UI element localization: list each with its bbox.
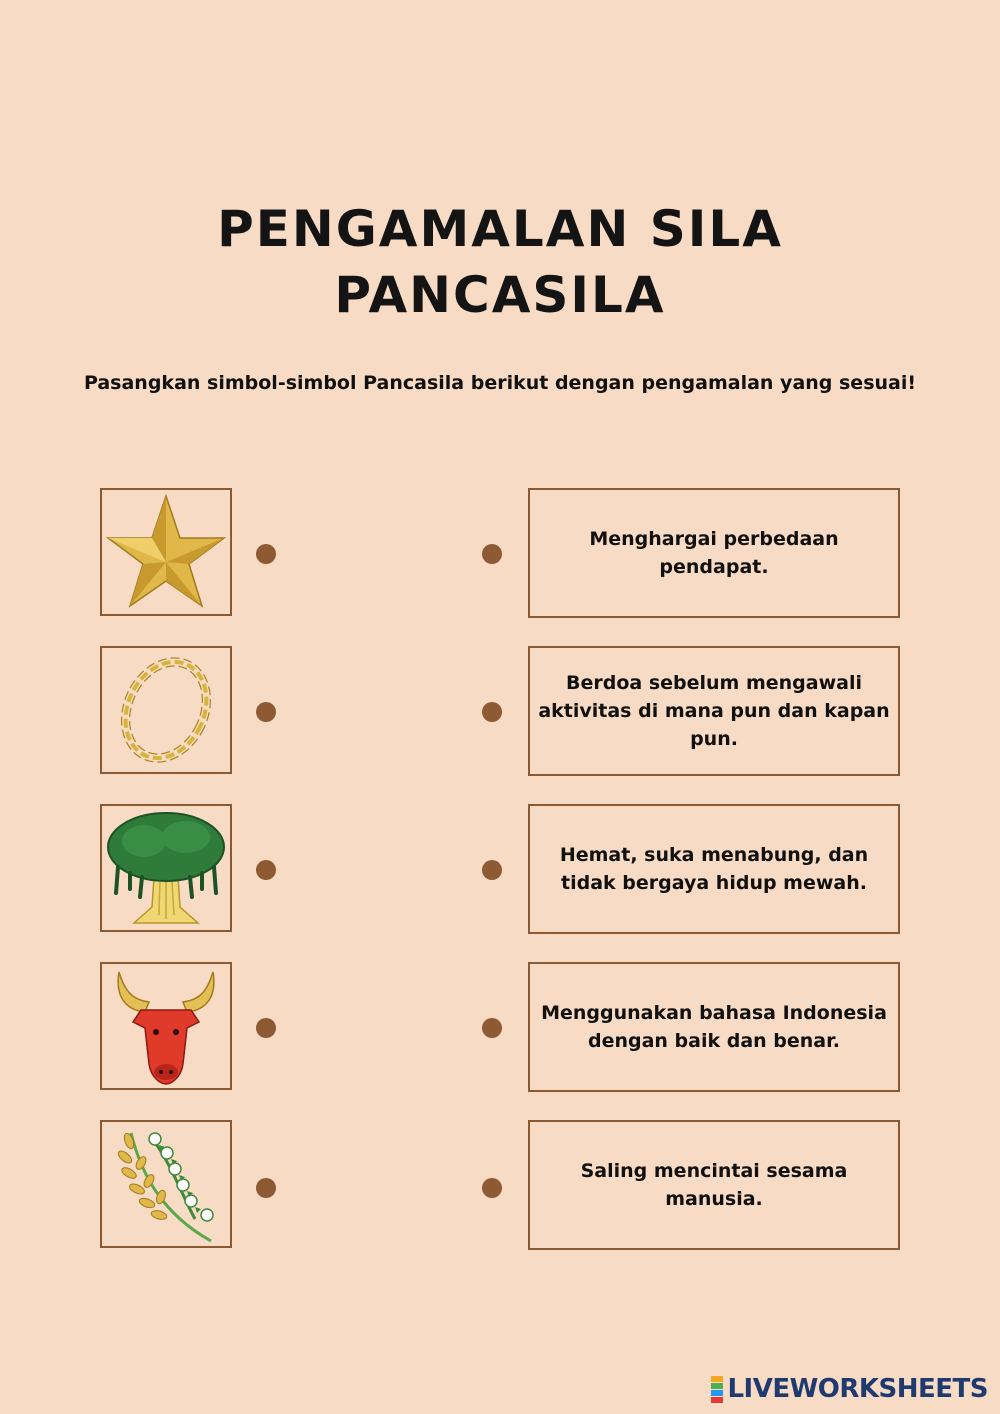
bull-head-icon bbox=[111, 966, 221, 1086]
match-dot-left-2[interactable] bbox=[256, 702, 276, 722]
answer-box-1: Menghargai perbedaan pendapat. bbox=[528, 488, 900, 618]
answer-box-2: Berdoa sebelum mengawali aktivitas di mana pun dan kapan pun. bbox=[528, 646, 900, 776]
match-dot-right-1[interactable] bbox=[482, 544, 502, 564]
symbol-box-5 bbox=[100, 1120, 232, 1248]
match-dot-left-3[interactable] bbox=[256, 860, 276, 880]
liveworksheets-brand bbox=[711, 1374, 988, 1404]
instruction-text: Pasangkan simbol-simbol Pancasila berikut dengan pengamalan yang sesuai! bbox=[83, 372, 917, 394]
symbol-box-4 bbox=[100, 962, 232, 1090]
rice-cotton-icon bbox=[111, 1123, 221, 1245]
symbol-box-1 bbox=[100, 488, 232, 616]
title-line-1: PENGAMALAN SILA bbox=[217, 200, 783, 258]
match-dot-right-3[interactable] bbox=[482, 860, 502, 880]
symbol-box-3 bbox=[100, 804, 232, 932]
match-dot-right-5[interactable] bbox=[482, 1178, 502, 1198]
answer-box-3: Hemat, suka menabung, dan tidak bergaya hidup mewah. bbox=[528, 804, 900, 934]
answer-box-5: Saling mencintai sesama manusia. bbox=[528, 1120, 900, 1250]
brand-text: LIVEWORKSHEETS bbox=[727, 1374, 988, 1404]
symbol-box-2 bbox=[100, 646, 232, 774]
chain-icon bbox=[111, 651, 221, 769]
match-dot-left-4[interactable] bbox=[256, 1018, 276, 1038]
title-line-2: PANCASILA bbox=[334, 266, 666, 324]
page-title bbox=[0, 196, 1000, 328]
match-dot-right-2[interactable] bbox=[482, 702, 502, 722]
match-dot-left-1[interactable] bbox=[256, 544, 276, 564]
match-dot-left-5[interactable] bbox=[256, 1178, 276, 1198]
banyan-tree-icon bbox=[104, 807, 228, 929]
star-icon bbox=[104, 492, 228, 612]
liveworksheets-logo-icon bbox=[711, 1376, 723, 1403]
answer-box-4: Menggunakan bahasa Indonesia dengan baik dan benar. bbox=[528, 962, 900, 1092]
match-dot-right-4[interactable] bbox=[482, 1018, 502, 1038]
